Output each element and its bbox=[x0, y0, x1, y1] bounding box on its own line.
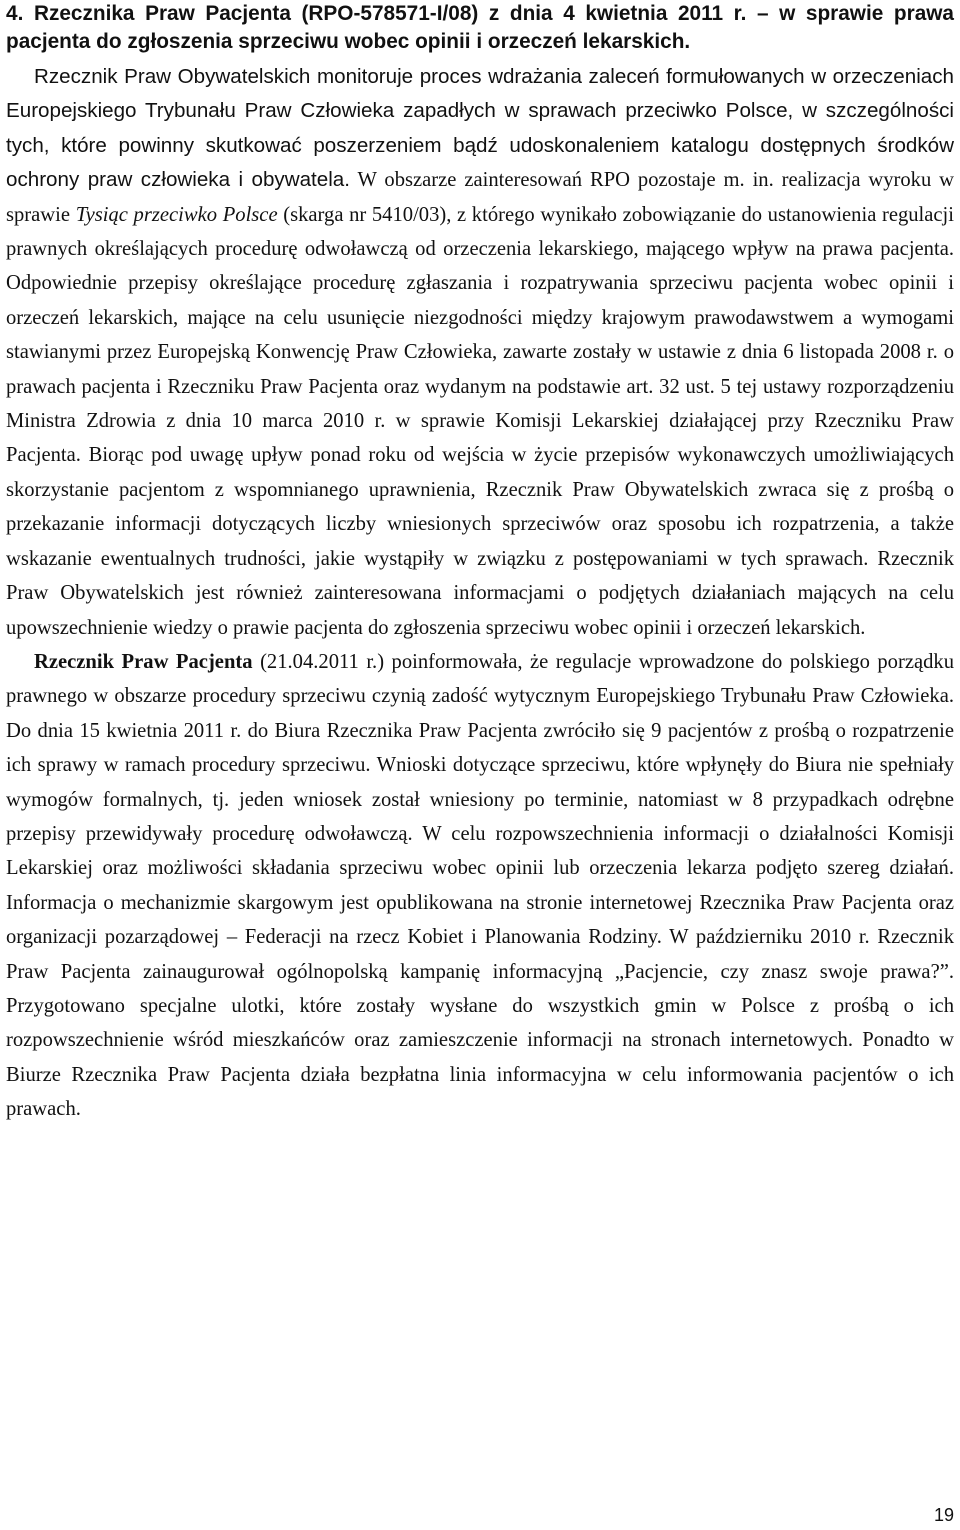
page-number: 19 bbox=[933, 1505, 954, 1525]
section-number: 4. bbox=[6, 2, 24, 25]
case-name: Tysiąc przeciwko Polsce bbox=[75, 203, 278, 226]
paragraph-rpp-response bbox=[6, 645, 954, 1127]
section-title-part2: w sprawie prawa pacjenta do zgłoszenia sprzeciwu wobec opinii i orzeczeń lekarskich. bbox=[6, 2, 955, 53]
section-heading bbox=[6, 0, 954, 56]
response-lead: Rzecznik Praw Pacjenta bbox=[34, 650, 253, 673]
response-body: (21.04.2011 r.) poinformowała, że regulacje wprowadzone do polskiego porządku prawnego w obszarze procedury sprzeciwu czynią zadość wytycznym Europejskiego Trybunału Praw Człowieka. Do dnia 15 kwietnia 2011 r. do Biura Rzecznika Praw Pacjenta zwróciło się 9 pacjentów z prośbą o rozpatrzenie ich sprawy w ramach procedury sprzeciwu. Wnioski dotyczące sprzeciwu, które wpłynęły do Biura nie spełniały wymogów formalnych, tj. jeden wniosek został wniesiony po terminie, natomiast w 8 przypadkach odrębne przepisy przewidywały procedurę odwoławczą. W celu rozpowszechnienia informacji o działalności Komisji Lekarskiej oraz możliwości składania sprzeciwu wobec opinii lub orzeczenia lekarza podjęto szereg działań. Informacja o mechanizmie skargowym jest opublikowana na stronie internetowej Rzecznika Praw Pacjenta oraz organizacji pozarządowej – Federacji na rzecz Kobiet i Planowania Rodziny. W październiku 2010 r. Rzecznik Praw Pacjenta zainaugurował ogólnopolską kampanię informacyjną „Pacjencie, czy znasz swoje prawa?”. Przygotowano specjalne ulotki, które zostały wysłane do wszystkich gmin w Polsce z prośbą o ich rozpowszechnienie wśród mieszkańców oraz zamieszczenie informacji na stronach internetowych. Ponadto w Biurze Rzecznika Praw Pacjenta działa bezpłatna linia informacyjna w celu informowania pacjentów o ich prawach. bbox=[6, 650, 954, 1121]
document-page bbox=[6, 0, 954, 1127]
section-title-part1: Rzecznika Praw Pacjenta (RPO-578571-I/08) z dnia 4 kwietnia 2011 r. bbox=[33, 2, 747, 25]
paragraph1-sentence1: Rzecznik Praw Obywatelskich monitoruje proces wdrażania zaleceń formułowanych w orzeczeniach Europejskiego Trybunału Praw Człowieka zapadłych w sprawach przeciwko Polsce, w szczególności tych, które powinny skutkować poszerzeniem bądź udoskonaleniem katalogu dostępnych środków ochrony praw człowieka i obywatela. bbox=[6, 65, 954, 192]
paragraph-rpo-request bbox=[6, 60, 954, 645]
paragraph1-sentence2: W obszarze zainteresowań RPO pozostaje m. in. realizacja wyroku w sprawie bbox=[6, 169, 955, 226]
paragraph1-sentence3: (skarga nr 5410/03), z którego wynikało zobowiązanie do ustanowienia regulacji prawnych określających procedurę odwoławczą od orzeczenia lekarskiego, mającego wpływ na prawa pacjenta. Odpowiednie przepisy określające procedurę zgłaszania i rozpatrywania sprzeciwu pacjenta wobec opinii i orzeczeń lekarskich, mające na celu usunięcie niezgodności między krajowym prawodawstwem a wymogami stawianymi przez Europejską Konwencję Praw Człowieka, zawarte zostały w ustawie z dnia 6 listopada 2008 r. o prawach pacjenta i Rzeczniku Praw Pacjenta oraz wydanym na podstawie art. 32 ust. 5 tej ustawy rozporządzeniu Ministra Zdrowia z dnia 10 marca 2010 r. w sprawie Komisji Lekarskiej działającej przy Rzeczniku Praw Pacjenta. Biorąc pod uwagę upływ ponad roku od wejścia w życie przepisów wykonawczych umożliwiających skorzystanie pacjentom z wspomnianego uprawnienia, Rzecznik Praw Obywatelskich zwraca się z prośbą o przekazanie informacji dotyczących liczby wniesionych sprzeciwów oraz sposobu ich rozpatrzenia, a także wskazanie ewentualnych trudności, jakie wystąpiły w związku z postępowaniami w tych sprawach. Rzecznik Praw Obywatelskich jest również zainteresowana informacjami o podjętych działaniach mających na celu upowszechnienie wiedzy o prawie pacjenta do zgłoszenia sprzeciwu wobec opinii i orzeczeń lekarskich. bbox=[6, 203, 955, 639]
title-dash: – bbox=[756, 2, 769, 25]
